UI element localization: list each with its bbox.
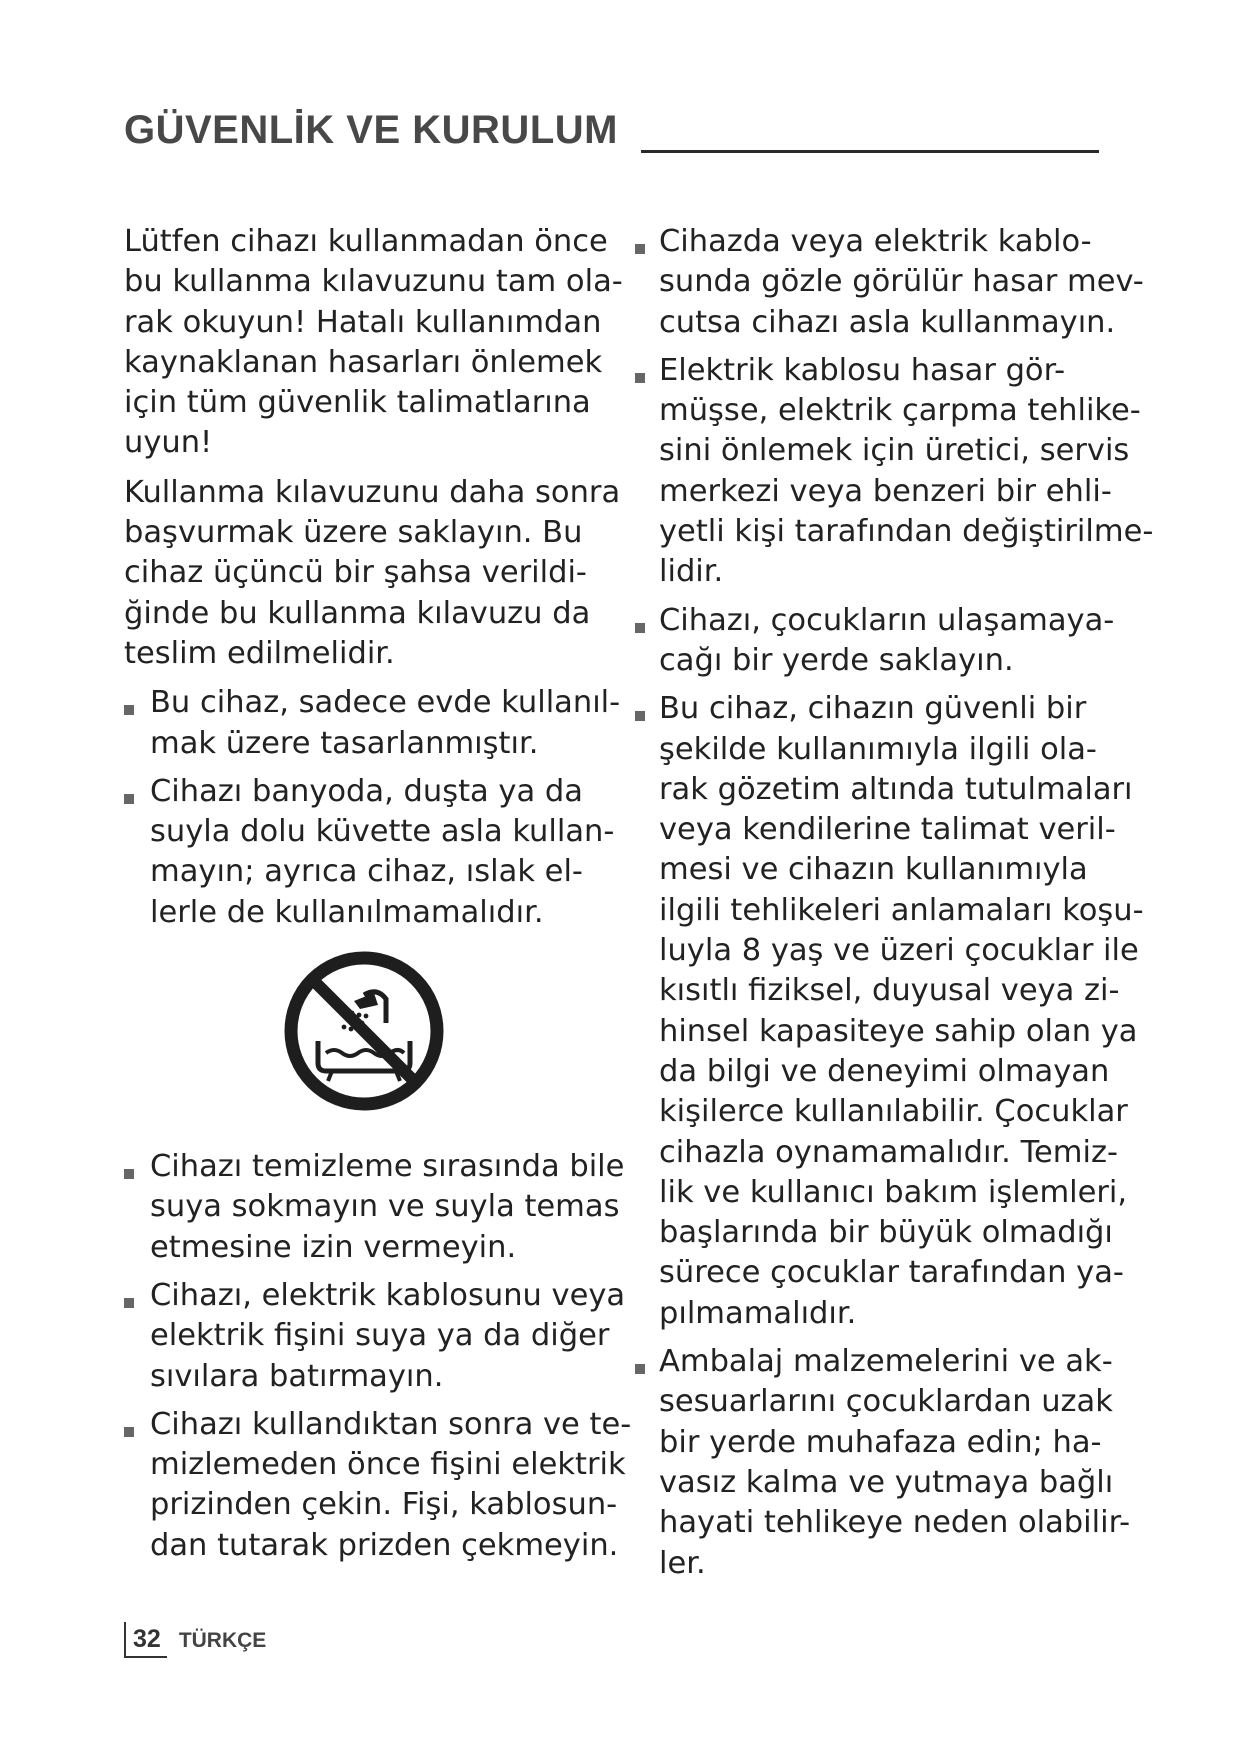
text-line: sıvılara batırmayın. — [150, 1358, 444, 1394]
text-line: Lütfen cihazı kullanmadan önce — [124, 224, 608, 259]
safety-item — [124, 683, 621, 764]
text-line: cutsa cihazı asla kullanmayın. — [659, 304, 1116, 340]
bullet-square-icon — [124, 794, 134, 804]
text-line: sunda gözle görülür hasar mev- — [659, 264, 1144, 300]
safety-item — [635, 689, 1144, 1334]
text-line: kısıtlı fiziksel, duyusal veya zi- — [659, 973, 1120, 1009]
text-line: başvurmak üzere saklayın. Bu — [124, 515, 583, 551]
text-line: sürece çocuklar tarafından ya- — [659, 1255, 1124, 1291]
text-line: hayati tehlikeye neden olabilir- — [659, 1505, 1131, 1541]
safety-item — [124, 1276, 626, 1397]
no-bath-shower-icon — [282, 949, 446, 1113]
text-line: şekilde kullanımıyla ilgili ola- — [659, 731, 1097, 767]
title-rule — [641, 150, 1099, 153]
text-line: etmesine izin vermeyin. — [150, 1229, 517, 1265]
safety-item — [124, 772, 614, 933]
text-line: bu kullanma kılavuzunu tam ola- — [124, 264, 623, 300]
text-line: cağı bir yerde saklayın. — [659, 642, 1014, 678]
text-line: Kullanma kılavuzunu daha sonra — [124, 474, 621, 510]
text-line: için tüm güvenlik talimatlarına — [124, 385, 591, 421]
text-line: lidir. — [659, 554, 724, 590]
text-line: Bu cihaz, cihazın güvenli bir — [659, 691, 1087, 727]
text-line: Cihazı, elektrik kablosunu veya — [150, 1277, 626, 1313]
text-line: suya sokmayın ve suyla temas — [150, 1189, 620, 1225]
text-line: mak üzere tasarlanmıştır. — [150, 725, 539, 761]
text-line: uyun! — [124, 425, 213, 461]
text-line: merkezi veya benzeri bir ehli- — [659, 473, 1112, 509]
text-line: yetli kişi tarafından değiştirilme- — [659, 514, 1154, 550]
text-line: cihazla oynamamalıdır. Temiz- — [659, 1134, 1118, 1170]
text-line: bir yerde muhafaza edin; ha- — [659, 1424, 1102, 1460]
text-line: müşse, elektrik çarpma tehlike- — [659, 393, 1141, 429]
text-line: Cihazı temizleme sırasında bile — [150, 1149, 625, 1185]
text-line: suyla dolu küvette asla kullan- — [150, 814, 615, 850]
bullet-square-icon — [635, 623, 645, 633]
storage-paragraph — [124, 473, 621, 674]
text-line: elektrik fişini suya ya da diğer — [150, 1318, 610, 1354]
bullet-square-icon — [635, 373, 645, 383]
text-line: vasız kalma ve yutmaya bağlı — [659, 1464, 1114, 1500]
page-title: GÜVENLİK VE KURULUM — [124, 108, 618, 152]
text-line: dan tutarak prizden çekmeyin. — [150, 1527, 619, 1563]
bullet-square-icon — [124, 1169, 134, 1179]
text-line: Ambalaj malzemelerini ve ak- — [659, 1344, 1113, 1380]
text-line: sini önlemek için üretici, servis — [659, 433, 1130, 469]
text-line: mizlemeden önce fişini elektrik — [150, 1447, 626, 1483]
safety-item — [635, 1342, 1131, 1584]
text-line: ilgili tehlikeleri anlamaları koşu- — [659, 892, 1144, 928]
safety-item — [635, 351, 1154, 593]
text-line: ğinde bu kullanma kılavuzu da — [124, 595, 591, 631]
text-line: rak gözetim altında tutulmaları — [659, 771, 1133, 807]
intro-paragraph — [124, 222, 623, 464]
right-column — [635, 222, 1154, 1592]
text-line: teslim edilmelidir. — [124, 635, 395, 671]
bullet-square-icon — [635, 1364, 645, 1374]
bullet-square-icon — [124, 1298, 134, 1308]
text-line: başlarında bir büyük olmadığı — [659, 1215, 1113, 1251]
text-line: da bilgi ve deneyimi olmayan — [659, 1053, 1110, 1089]
text-line: prizinden çekin. Fişi, kablosun- — [150, 1487, 618, 1523]
bullet-square-icon — [124, 1427, 134, 1437]
text-line: pılmamalıdır. — [659, 1295, 857, 1331]
text-line: veya kendilerine talimat veril- — [659, 812, 1116, 848]
text-line: Bu cihaz, sadece evde kullanıl- — [150, 685, 621, 721]
text-line: Cihazı, çocukların ulaşamaya- — [659, 602, 1115, 638]
text-line: Cihazda veya elektrik kablo- — [659, 224, 1092, 259]
text-line: sesuarlarını çocuklardan uzak — [659, 1384, 1113, 1420]
text-line: Cihazı kullandıktan sonra ve te- — [150, 1406, 632, 1442]
safety-item — [635, 222, 1144, 343]
text-line: mesi ve cihazın kullanımıyla — [659, 852, 1088, 888]
text-line: lik ve kullanıcı bakım işlemleri, — [659, 1174, 1128, 1210]
text-line: lerle de kullanılmamalıdır. — [150, 894, 544, 930]
text-line: ler. — [659, 1545, 706, 1581]
text-line: luyla 8 yaş ve üzeri çocuklar ile — [659, 933, 1139, 969]
bullet-square-icon — [635, 711, 645, 721]
language-label: TÜRKÇE — [178, 1629, 267, 1652]
safety-item — [635, 601, 1123, 682]
text-line: rak okuyun! Hatalı kullanımdan — [124, 304, 602, 340]
bullet-square-icon — [635, 244, 645, 254]
text-line: kaynaklanan hasarları önlemek — [124, 344, 603, 380]
page-number: 32 — [124, 1622, 167, 1658]
text-line: hinsel kapasiteye sahip olan ya — [659, 1013, 1138, 1049]
text-line: mayın; ayrıca cihaz, ıslak el- — [150, 854, 583, 890]
text-line: Cihazı banyoda, duşta ya da — [150, 773, 583, 809]
bullet-square-icon — [124, 705, 134, 715]
warning-symbol-area — [124, 949, 614, 1127]
text-line: Elektrik kablosu hasar gör- — [659, 352, 1066, 388]
text-line: cihaz üçüncü bir şahsa verildi- — [124, 555, 587, 591]
safety-item — [124, 1405, 632, 1566]
left-column — [124, 222, 632, 1574]
text-line: kişilerce kullanılabilir. Çocuklar — [659, 1094, 1128, 1130]
safety-item — [124, 1147, 625, 1268]
page-footer — [124, 1620, 266, 1658]
